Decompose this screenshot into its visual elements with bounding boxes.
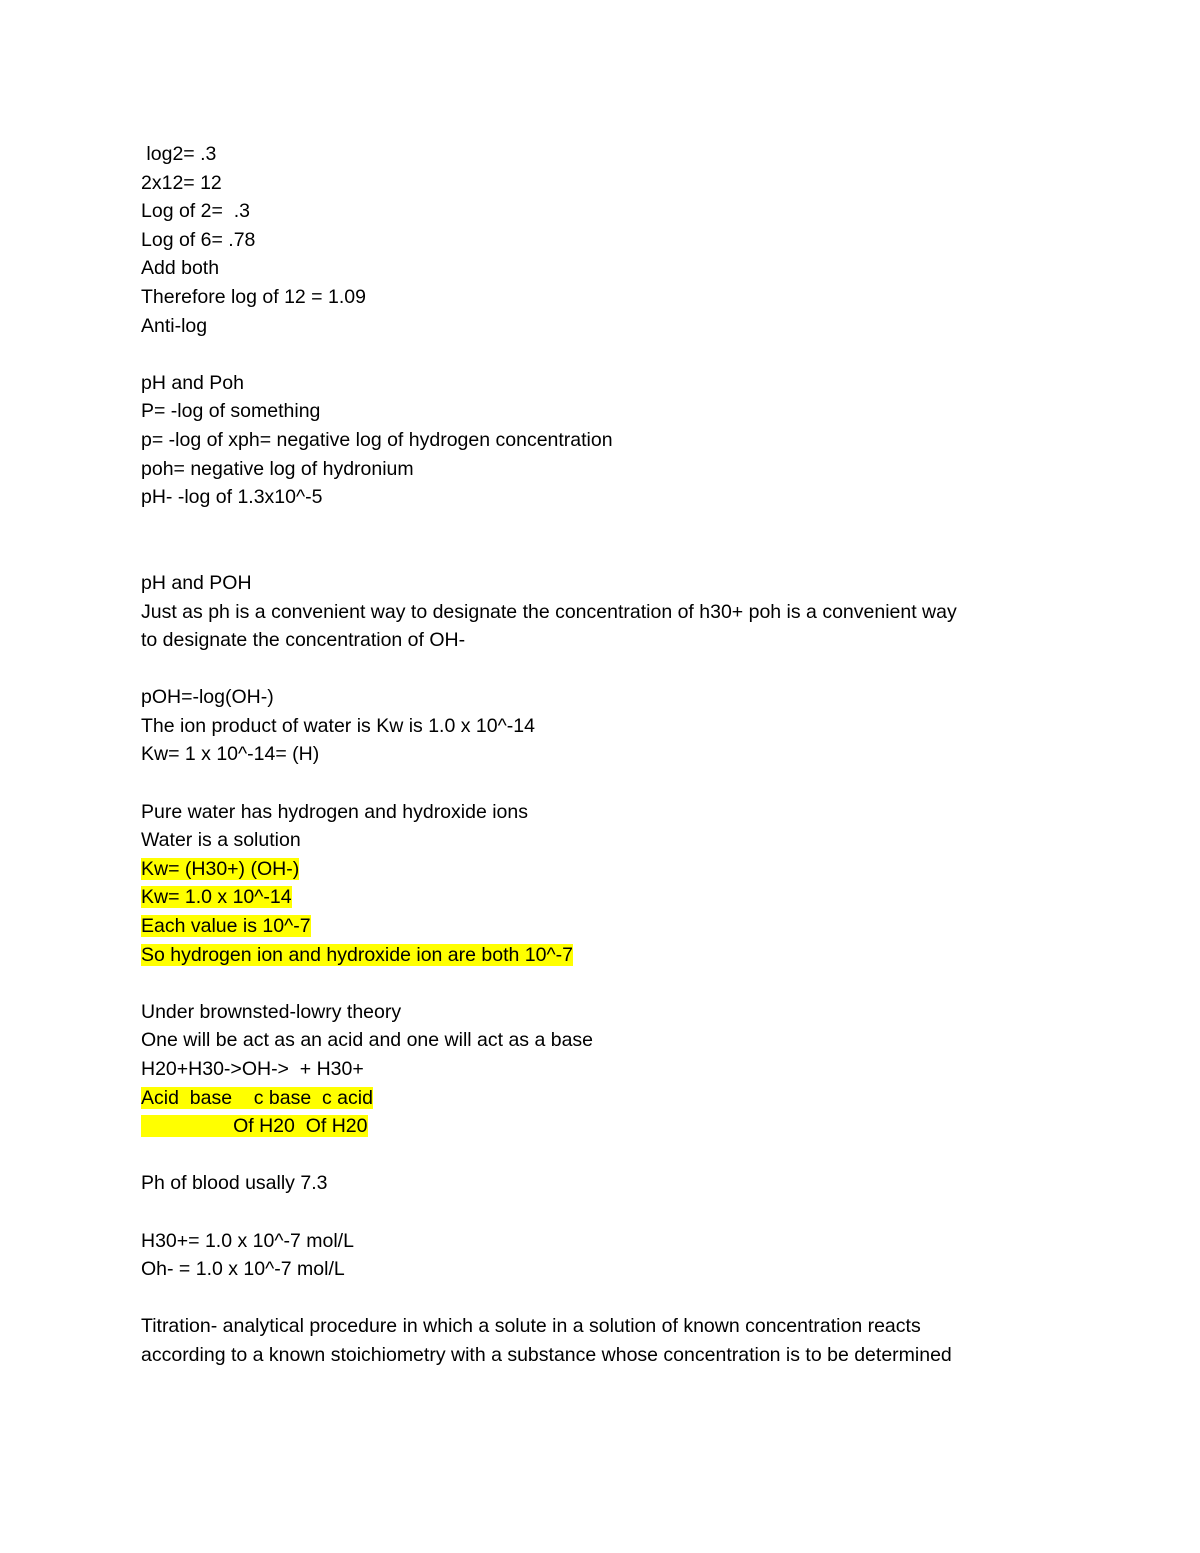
highlighted-text: Of H20 Of H20 — [141, 1115, 368, 1138]
text-line: Just as ph is a convenient way to designate the concentration of h30+ poh is a convenient way — [141, 600, 957, 623]
text-line: p= -log of xph= negative log of hydrogen concentration — [141, 428, 613, 451]
blank-line — [141, 655, 1071, 684]
text-line: Log of 6= .78 — [141, 228, 256, 251]
highlighted-line-wrapper — [141, 855, 1071, 884]
text-line: H20+H30->OH-> + H30+ — [141, 1058, 364, 1080]
text-line: pOH=-log(OH-) — [141, 686, 274, 709]
text-line: Therefore log of 12 = 1.09 — [141, 285, 366, 308]
highlighted-text: Kw= (H30+) (OH-) — [141, 857, 300, 880]
section-heading: pH and POH — [141, 571, 252, 594]
highlighted-line-wrapper — [141, 912, 1071, 941]
text-line: Kw= 1 x 10^-14= (H) — [141, 743, 320, 766]
text-line: Anti-log — [141, 314, 208, 337]
text-line: Oh- = 1.0 x 10^-7 mol/L — [141, 1258, 345, 1281]
blank-line — [141, 1284, 1071, 1313]
highlighted-text: Each value is 10^-7 — [141, 915, 311, 938]
highlighted-text: Acid base c base c acid — [141, 1086, 373, 1109]
blank-line — [141, 1198, 1071, 1227]
document-body — [141, 140, 1071, 1370]
section-heading: pH and Poh — [141, 371, 244, 394]
blank-line — [141, 1141, 1071, 1170]
blank-line — [141, 512, 1071, 541]
text-line: poh= negative log of hydronium — [141, 457, 414, 480]
text-line: Log of 2= .3 — [141, 200, 250, 223]
text-line: log2= .3 — [141, 143, 217, 165]
highlighted-line-wrapper — [141, 1084, 1071, 1113]
text-line: pH- -log of 1.3x10^-5 — [141, 486, 323, 509]
blank-line — [141, 769, 1071, 798]
highlighted-line-wrapper — [141, 883, 1071, 912]
highlighted-line-wrapper — [141, 941, 1071, 970]
text-line: P= -log of something — [141, 400, 321, 423]
text-line: The ion product of water is Kw is 1.0 x 10^-14 — [141, 714, 535, 737]
highlighted-text: So hydrogen ion and hydroxide ion are both 10^-7 — [141, 943, 573, 966]
text-line: according to a known stoichiometry with a substance whose concentration is to be determined — [141, 1343, 952, 1366]
text-line: to designate the concentration of OH- — [141, 629, 466, 652]
text-line: 2x12= 12 — [141, 171, 222, 194]
text-line: Titration- analytical procedure in which a solute in a solution of known concentration reacts — [141, 1315, 921, 1338]
text-line: Water is a solution — [141, 829, 301, 852]
blank-line — [141, 540, 1071, 569]
blank-line — [141, 340, 1071, 369]
highlighted-line-wrapper — [141, 1112, 1071, 1141]
text-line: Ph of blood usally 7.3 — [141, 1172, 328, 1195]
text-line: Add both — [141, 257, 220, 280]
highlighted-text: Kw= 1.0 x 10^-14 — [141, 886, 292, 909]
text-line: Under brownsted-lowry theory — [141, 1000, 402, 1023]
text-line: One will be act as an acid and one will act as a base — [141, 1029, 594, 1052]
text-line: H30+= 1.0 x 10^-7 mol/L — [141, 1229, 354, 1252]
text-line: Pure water has hydrogen and hydroxide ions — [141, 800, 528, 823]
blank-line — [141, 969, 1071, 998]
